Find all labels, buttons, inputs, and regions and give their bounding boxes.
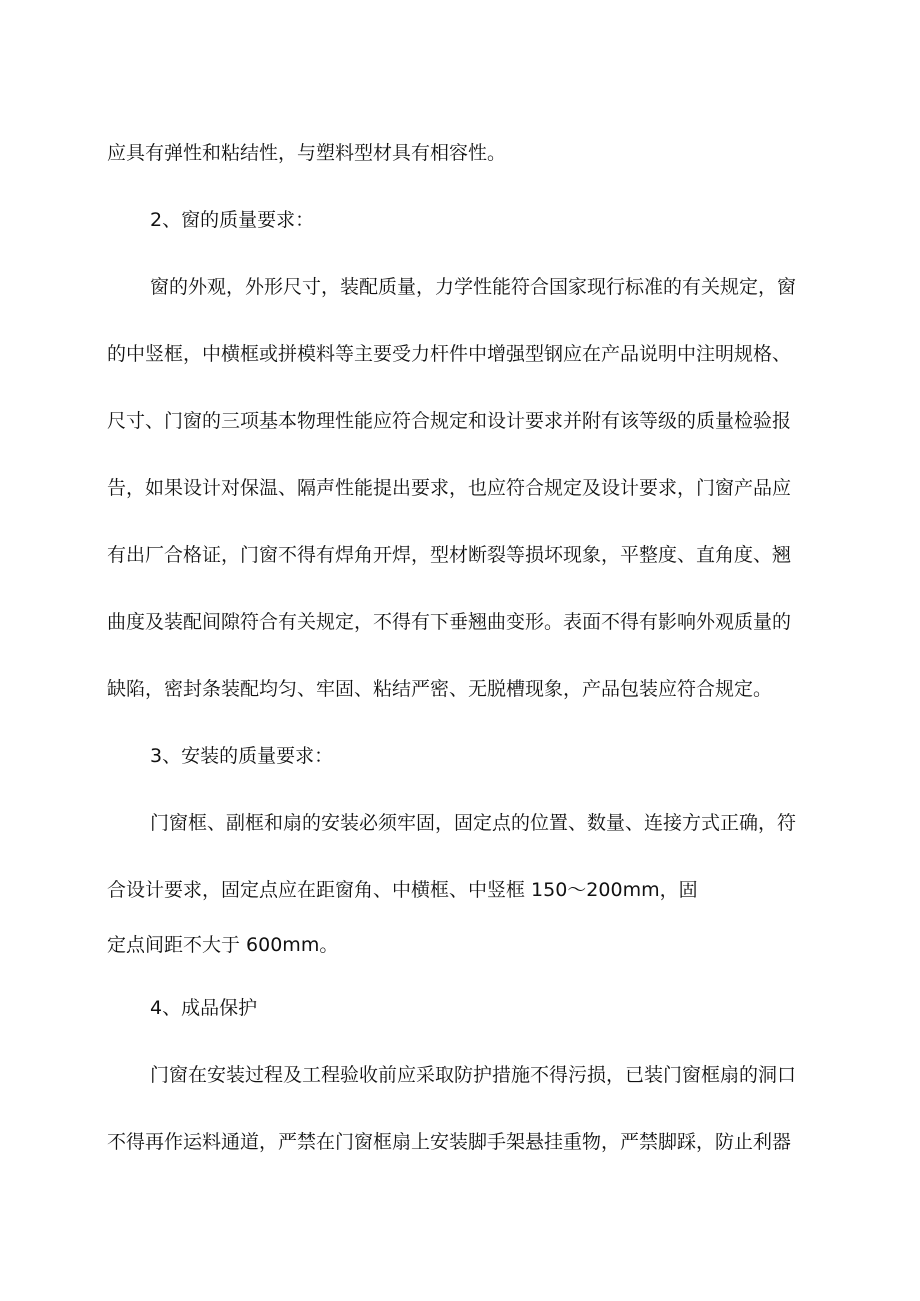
paragraph-line: 窗的外观，外形尺寸，装配质量，力学性能符合国家现行标准的有关规定，窗	[150, 276, 797, 298]
paragraph-line: 缺陷，密封条装配均匀、牢固、粘结严密、无脱槽现象，产品包装应符合规定。	[107, 678, 773, 700]
paragraph-line: 定点间距不大于 600mm。	[107, 934, 339, 956]
paragraph-line: 曲度及装配间隙符合有关规定，不得有下垂翘曲变形。表面不得有影响外观质量的	[107, 611, 792, 633]
paragraph-line: 门窗在安装过程及工程验收前应采取防护措施不得污损，已装门窗框扇的洞口	[150, 1064, 797, 1086]
paragraph-line: 有出厂合格证，门窗不得有焊角开焊，型材断裂等损坏现象，平整度、直角度、翘	[107, 544, 792, 566]
paragraph-line: 尺寸、门窗的三项基本物理性能应符合规定和设计要求并附有该等级的质量检验报	[107, 410, 792, 432]
section-heading: 2、窗的质量要求：	[150, 209, 315, 231]
paragraph-line: 告，如果设计对保温、隔声性能提出要求，也应符合规定及设计要求，门窗产品应	[107, 477, 792, 499]
section-heading: 4、成品保护	[150, 997, 258, 1019]
paragraph-line: 合设计要求，固定点应在距窗角、中横框、中竖框 150～200mm，固	[107, 879, 698, 901]
section-heading: 3、安装的质量要求：	[150, 745, 334, 767]
paragraph-line: 门窗框、副框和扇的安装必须牢固，固定点的位置、数量、连接方式正确，符	[150, 812, 797, 834]
paragraph-line: 的中竖框，中横框或拼模料等主要受力杆件中增强型钢应在产品说明中注明规格、	[107, 343, 792, 365]
paragraph-line: 不得再作运料通道，严禁在门窗框扇上安装脚手架悬挂重物，严禁脚踩，防止利器	[107, 1131, 792, 1153]
paragraph-line: 应具有弹性和粘结性，与塑料型材具有相容性。	[107, 142, 507, 164]
